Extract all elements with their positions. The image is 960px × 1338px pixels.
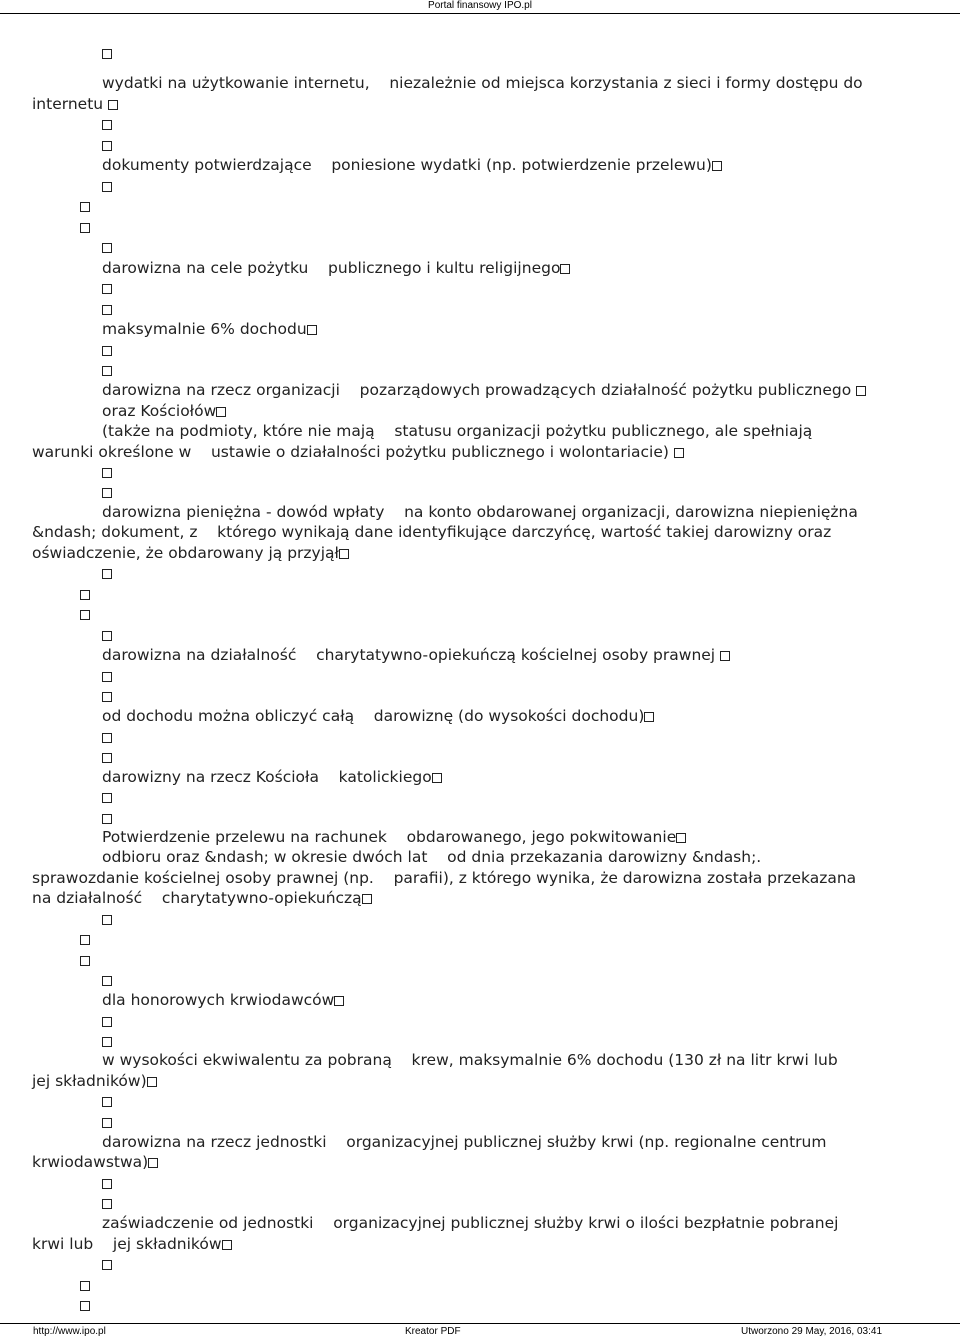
text-line	[80, 1295, 90, 1315]
text-line	[80, 604, 90, 624]
line-text: warunki określone w ustawie o działalności pożytku publicznego i wolontariacie)	[32, 443, 674, 461]
line-text: darowizna na rzecz jednostki organizacyjnej publicznej służby krwi (np. regionalne centrum	[102, 1133, 827, 1151]
line-text: na działalność charytatywno-opiekuńczą	[32, 889, 362, 907]
missing-glyph-box-icon	[80, 610, 90, 620]
text-line	[102, 237, 112, 257]
text-line	[102, 1031, 112, 1051]
text-line	[32, 868, 856, 888]
text-line	[102, 340, 112, 360]
missing-glyph-box-icon	[102, 631, 112, 641]
missing-glyph-box-icon	[720, 651, 730, 661]
footer-created-date: Utworzono 29 May, 2016, 03:41	[741, 1326, 883, 1337]
text-line	[102, 299, 112, 319]
missing-glyph-box-icon	[102, 753, 112, 763]
line-text: krwi lub jej składników	[32, 1235, 222, 1253]
missing-glyph-box-icon	[222, 1240, 232, 1250]
line-text: krwiodawstwa)	[32, 1153, 149, 1171]
missing-glyph-box-icon	[102, 1179, 112, 1189]
text-line	[102, 808, 112, 828]
text-line	[32, 94, 118, 114]
missing-glyph-box-icon	[307, 325, 317, 335]
missing-glyph-box-icon	[102, 569, 112, 579]
text-line	[102, 319, 317, 339]
page-footer	[0, 1323, 960, 1338]
text-line	[102, 1193, 112, 1213]
line-text: odbioru oraz &ndash; w okresie dwóch lat od dnia przekazania darowizny &ndash;.	[102, 848, 762, 866]
text-line	[102, 645, 730, 665]
line-text: darowizna pieniężna - dowód wpłaty na konto obdarowanej organizacji, darowizna niepieniężna	[102, 503, 858, 521]
text-line	[102, 73, 863, 93]
line-text: &ndash; dokument, z którego wynikają dane identyfikujące darczyńcę, wartość takiej darowizny oraz	[32, 523, 832, 541]
text-line	[32, 543, 349, 563]
text-line	[102, 462, 112, 482]
missing-glyph-box-icon	[674, 448, 684, 458]
missing-glyph-box-icon	[102, 120, 112, 130]
text-line	[102, 747, 112, 767]
missing-glyph-box-icon	[102, 976, 112, 986]
text-line	[80, 929, 90, 949]
missing-glyph-box-icon	[102, 346, 112, 356]
text-line	[32, 1071, 157, 1091]
text-line	[102, 176, 112, 196]
text-line	[102, 787, 112, 807]
text-line	[102, 380, 866, 400]
missing-glyph-box-icon	[80, 1281, 90, 1291]
text-line	[32, 1234, 232, 1254]
missing-glyph-box-icon	[102, 49, 112, 59]
text-line	[80, 196, 90, 216]
text-line	[102, 847, 761, 867]
text-line	[32, 1152, 158, 1172]
line-text: maksymalnie 6% dochodu	[102, 320, 307, 338]
line-text: dla honorowych krwiodawców	[102, 991, 335, 1009]
text-line	[102, 706, 654, 726]
text-line	[102, 1091, 112, 1111]
missing-glyph-box-icon	[80, 202, 90, 212]
missing-glyph-box-icon	[102, 284, 112, 294]
missing-glyph-box-icon	[856, 386, 866, 396]
line-text: w wysokości ekwiwalentu za pobraną krew, maksymalnie 6% dochodu (130 zł na litr krwi lub	[102, 1051, 838, 1069]
line-text: wydatki na użytkowanie internetu, niezależnie od miejsca korzystania z sieci i formy dostępu do	[102, 74, 863, 92]
text-line	[102, 767, 442, 787]
missing-glyph-box-icon	[80, 956, 90, 966]
missing-glyph-box-icon	[102, 793, 112, 803]
text-line	[102, 360, 112, 380]
missing-glyph-box-icon	[334, 996, 344, 1006]
line-text: darowizna na działalność charytatywno-opiekuńczą kościelnej osoby prawnej	[102, 646, 721, 664]
missing-glyph-box-icon	[102, 366, 112, 376]
missing-glyph-box-icon	[102, 1017, 112, 1027]
missing-glyph-box-icon	[362, 894, 372, 904]
text-line	[102, 563, 112, 583]
footer-divider	[0, 1323, 960, 1324]
text-line	[102, 1132, 826, 1152]
text-line	[32, 442, 684, 462]
text-line	[102, 1112, 112, 1132]
missing-glyph-box-icon	[102, 1037, 112, 1047]
text-line	[102, 258, 570, 278]
missing-glyph-box-icon	[108, 100, 118, 110]
missing-glyph-box-icon	[102, 1097, 112, 1107]
missing-glyph-box-icon	[102, 915, 112, 925]
text-line	[80, 217, 90, 237]
text-line	[102, 1254, 112, 1274]
line-text: oświadczenie, że obdarowany ją przyjął	[32, 544, 339, 562]
missing-glyph-box-icon	[80, 590, 90, 600]
line-text: internetu	[32, 95, 109, 113]
missing-glyph-box-icon	[102, 488, 112, 498]
line-text: (także na podmioty, które nie mają statusu organizacji pożytku publicznego, ale spełniają	[102, 422, 813, 440]
missing-glyph-box-icon	[102, 141, 112, 151]
text-line	[32, 522, 831, 542]
missing-glyph-box-icon	[80, 223, 90, 233]
text-line	[102, 1011, 112, 1031]
line-text: dokumenty potwierdzające poniesione wydatki (np. potwierdzenie przelewu)	[102, 156, 712, 174]
missing-glyph-box-icon	[644, 712, 654, 722]
line-text: zaświadczenie od jednostki organizacyjnej publicznej służby krwi o ilości bezpłatnie pobranej	[102, 1214, 839, 1232]
text-line	[102, 421, 812, 441]
text-line	[102, 502, 858, 522]
missing-glyph-box-icon	[712, 161, 722, 171]
missing-glyph-box-icon	[102, 305, 112, 315]
text-line	[102, 727, 112, 747]
missing-glyph-box-icon	[147, 1077, 157, 1087]
line-text: darowizny na rzecz Kościoła katolickiego	[102, 768, 432, 786]
missing-glyph-box-icon	[216, 407, 226, 417]
page-header-title: Portal finansowy IPO.pl	[428, 0, 532, 11]
text-line	[102, 43, 112, 63]
missing-glyph-box-icon	[676, 833, 686, 843]
line-text: Potwierdzenie przelewu na rachunek obdarowanego, jego pokwitowanie	[102, 828, 677, 846]
text-line	[80, 584, 90, 604]
missing-glyph-box-icon	[560, 264, 570, 274]
missing-glyph-box-icon	[339, 549, 349, 559]
text-line	[102, 1173, 112, 1193]
text-line	[102, 1213, 838, 1233]
line-text: darowizna na cele pożytku publicznego i kultu religijnego	[102, 259, 561, 277]
text-line	[102, 155, 722, 175]
line-text: od dochodu można obliczyć całą darowiznę (do wysokości dochodu)	[102, 707, 645, 725]
footer-url-link[interactable]: http://www.ipo.pl	[33, 1326, 106, 1337]
text-line	[102, 990, 344, 1010]
missing-glyph-box-icon	[102, 1260, 112, 1270]
text-line	[102, 686, 112, 706]
footer-creator: Kreator PDF	[405, 1326, 461, 1337]
line-text: sprawozdanie kościelnej osoby prawnej (np. parafii), z którego wynika, że darowizna została przekazana	[32, 869, 857, 887]
text-line	[102, 114, 112, 134]
missing-glyph-box-icon	[102, 182, 112, 192]
missing-glyph-box-icon	[102, 672, 112, 682]
missing-glyph-box-icon	[148, 1158, 158, 1168]
missing-glyph-box-icon	[102, 243, 112, 253]
text-line	[102, 666, 112, 686]
line-text: oraz Kościołów	[102, 402, 217, 420]
line-text: jej składników)	[32, 1072, 147, 1090]
missing-glyph-box-icon	[102, 1199, 112, 1209]
text-line	[102, 401, 226, 421]
text-line	[102, 135, 112, 155]
missing-glyph-box-icon	[432, 773, 442, 783]
text-line	[102, 909, 112, 929]
text-line	[102, 827, 686, 847]
text-line	[102, 1050, 838, 1070]
text-line	[102, 970, 112, 990]
text-line	[102, 278, 112, 298]
missing-glyph-box-icon	[80, 1301, 90, 1311]
text-line	[80, 1275, 90, 1295]
missing-glyph-box-icon	[102, 692, 112, 702]
text-line	[80, 950, 90, 970]
text-line	[102, 625, 112, 645]
missing-glyph-box-icon	[80, 935, 90, 945]
missing-glyph-box-icon	[102, 1118, 112, 1128]
missing-glyph-box-icon	[102, 733, 112, 743]
line-text: darowizna na rzecz organizacji pozarządowych prowadzących działalność pożytku publicznego	[102, 381, 857, 399]
missing-glyph-box-icon	[102, 814, 112, 824]
text-line	[102, 482, 112, 502]
missing-glyph-box-icon	[102, 468, 112, 478]
text-line	[32, 888, 372, 908]
